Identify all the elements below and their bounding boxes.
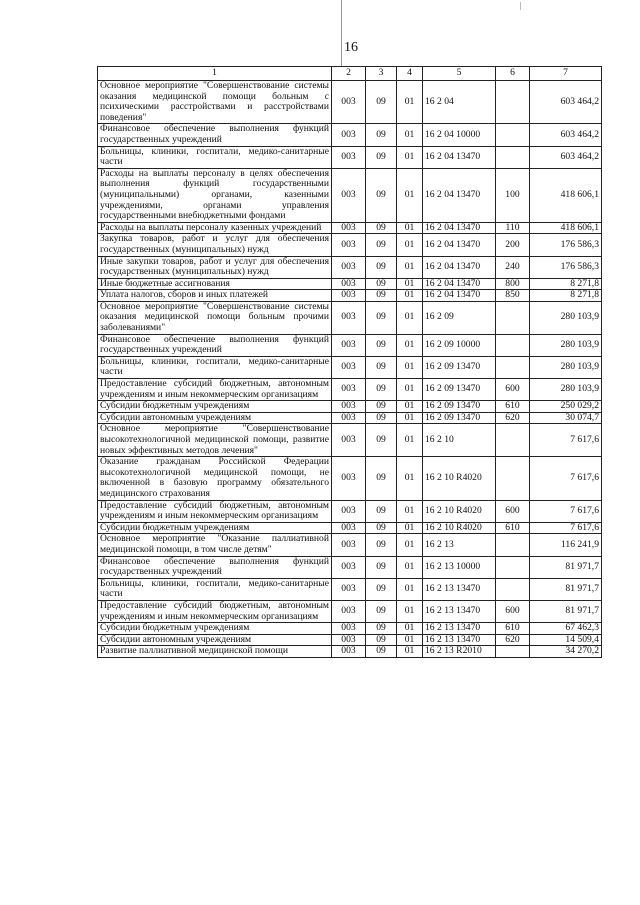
section-code: 09: [366, 578, 397, 600]
subsection-code: 01: [397, 457, 423, 500]
target-article-code: 16 2 04: [423, 81, 496, 124]
target-article-code: 16 2 13 13470: [423, 578, 496, 600]
section-code: 09: [366, 534, 397, 556]
grbs-code: 003: [332, 634, 366, 646]
target-article-code: 16 2 09: [423, 301, 496, 334]
table-row: [98, 534, 602, 556]
table-row: [98, 124, 602, 146]
table-row: [98, 412, 602, 424]
grbs-code: 003: [332, 646, 366, 658]
target-article-code: 16 2 04 13470: [423, 256, 496, 278]
grbs-code: 003: [332, 124, 366, 146]
grbs-code: 003: [332, 522, 366, 534]
grbs-code: 003: [332, 500, 366, 522]
target-article-code: 16 2 04 13470: [423, 146, 496, 168]
target-article-code: 16 2 04 13470: [423, 234, 496, 256]
grbs-code: 003: [332, 457, 366, 500]
subsection-code: 01: [397, 124, 423, 146]
expense-type-code: [496, 457, 530, 500]
grbs-code: 003: [332, 290, 366, 302]
row-name: Оказание гражданам Российской Федерации высокотехнологичной медицинской помощи, не включенной в базовую программу обязательного медицинского страхования: [98, 457, 332, 500]
budget-table: [97, 66, 602, 658]
amount: 7 617,6: [530, 500, 602, 522]
amount: 280 103,9: [530, 301, 602, 334]
subsection-code: 01: [397, 256, 423, 278]
row-name: Больницы, клиники, госпитали, медико-санитарные части: [98, 578, 332, 600]
subsection-code: 01: [397, 278, 423, 290]
subsection-code: 01: [397, 301, 423, 334]
table-row: [98, 379, 602, 401]
target-article-code: 16 2 13 10000: [423, 556, 496, 578]
amount: 81 971,7: [530, 556, 602, 578]
amount: 8 271,8: [530, 278, 602, 290]
row-name: Основное мероприятие "Совершенствование системы оказания медицинской помощи больным с психическими расстройствами и расстройствами поведения": [98, 81, 332, 124]
grbs-code: 003: [332, 334, 366, 356]
subsection-code: 01: [397, 424, 423, 457]
table-row: [98, 81, 602, 124]
section-code: 09: [366, 623, 397, 635]
section-code: 09: [366, 424, 397, 457]
expense-type-code: 600: [496, 600, 530, 622]
row-name: Субсидии бюджетным учреждениям: [98, 623, 332, 635]
subsection-code: 01: [397, 600, 423, 622]
row-name: Расходы на выплаты персоналу казенных учреждений: [98, 222, 332, 234]
expense-type-code: 600: [496, 379, 530, 401]
column-header: 3: [366, 67, 397, 81]
subsection-code: 01: [397, 401, 423, 413]
page-number: 16: [344, 40, 358, 55]
section-code: 09: [366, 412, 397, 424]
subsection-code: 01: [397, 412, 423, 424]
grbs-code: 003: [332, 401, 366, 413]
expense-type-code: 800: [496, 278, 530, 290]
table-row: [98, 256, 602, 278]
amount: 81 971,7: [530, 600, 602, 622]
amount: 418 606,1: [530, 222, 602, 234]
amount: 7 617,6: [530, 424, 602, 457]
column-header: 5: [423, 67, 496, 81]
table-row: [98, 424, 602, 457]
row-name: Иные закупки товаров, работ и услуг для обеспечения государственных (муниципальных) нужд: [98, 256, 332, 278]
section-code: 09: [366, 146, 397, 168]
target-article-code: 16 2 04 10000: [423, 124, 496, 146]
amount: 67 462,3: [530, 623, 602, 635]
column-header: 7: [530, 67, 602, 81]
amount: 603 464,2: [530, 81, 602, 124]
grbs-code: 003: [332, 256, 366, 278]
expense-type-code: [496, 424, 530, 457]
subsection-code: 01: [397, 168, 423, 222]
section-code: 09: [366, 234, 397, 256]
scan-mark: [520, 2, 521, 10]
table-row: [98, 356, 602, 378]
section-code: 09: [366, 278, 397, 290]
table-row: [98, 457, 602, 500]
table-row: [98, 522, 602, 534]
target-article-code: 16 2 13 13470: [423, 623, 496, 635]
table-row: [98, 222, 602, 234]
section-code: 09: [366, 401, 397, 413]
subsection-code: 01: [397, 634, 423, 646]
amount: 603 464,2: [530, 124, 602, 146]
grbs-code: 003: [332, 278, 366, 290]
expense-type-code: [496, 81, 530, 124]
table-row: [98, 500, 602, 522]
amount: 418 606,1: [530, 168, 602, 222]
table-row: [98, 146, 602, 168]
section-code: 09: [366, 222, 397, 234]
grbs-code: 003: [332, 534, 366, 556]
target-article-code: 16 2 10 R4020: [423, 500, 496, 522]
amount: 116 241,9: [530, 534, 602, 556]
grbs-code: 003: [332, 379, 366, 401]
grbs-code: 003: [332, 578, 366, 600]
expense-type-code: [496, 534, 530, 556]
target-article-code: 16 2 09 13470: [423, 412, 496, 424]
row-name: Основное мероприятие "Совершенствование высокотехнологичной медицинской помощи, развитие новых эффективных методов лечения": [98, 424, 332, 457]
grbs-code: 003: [332, 168, 366, 222]
target-article-code: 16 2 09 13470: [423, 401, 496, 413]
subsection-code: 01: [397, 500, 423, 522]
subsection-code: 01: [397, 222, 423, 234]
expense-type-code: 100: [496, 168, 530, 222]
section-code: 09: [366, 600, 397, 622]
section-code: 09: [366, 81, 397, 124]
row-name: Развитие паллиативной медицинской помощи: [98, 646, 332, 658]
row-name: Предоставление субсидий бюджетным, автономным учреждениям и иным некоммерческим организациям: [98, 600, 332, 622]
section-code: 09: [366, 356, 397, 378]
amount: 280 103,9: [530, 356, 602, 378]
subsection-code: 01: [397, 534, 423, 556]
row-name: Предоставление субсидий бюджетным, автономным учреждениям и иным некоммерческим организациям: [98, 500, 332, 522]
row-name: Предоставление субсидий бюджетным, автономным учреждениям и иным некоммерческим организациям: [98, 379, 332, 401]
expense-type-code: 610: [496, 522, 530, 534]
amount: 280 103,9: [530, 334, 602, 356]
amount: 176 586,3: [530, 256, 602, 278]
row-name: Основное мероприятие "Оказание паллиативной медицинской помощи, в том числе детям": [98, 534, 332, 556]
section-code: 09: [366, 457, 397, 500]
expense-type-code: [496, 301, 530, 334]
table-row: [98, 556, 602, 578]
subsection-code: 01: [397, 146, 423, 168]
section-code: 09: [366, 379, 397, 401]
target-article-code: 16 2 09 13470: [423, 356, 496, 378]
table-row: [98, 578, 602, 600]
target-article-code: 16 2 10 R4020: [423, 457, 496, 500]
binding-line: [341, 0, 342, 66]
amount: 8 271,8: [530, 290, 602, 302]
section-code: 09: [366, 124, 397, 146]
grbs-code: 003: [332, 556, 366, 578]
target-article-code: 16 2 10: [423, 424, 496, 457]
grbs-code: 003: [332, 81, 366, 124]
grbs-code: 003: [332, 356, 366, 378]
row-name: Субсидии автономным учреждениям: [98, 634, 332, 646]
table-row: [98, 301, 602, 334]
grbs-code: 003: [332, 412, 366, 424]
expense-type-code: 610: [496, 623, 530, 635]
amount: 14 509,4: [530, 634, 602, 646]
expense-type-code: 110: [496, 222, 530, 234]
table-row: [98, 234, 602, 256]
amount: 7 617,6: [530, 522, 602, 534]
row-name: Уплата налогов, сборов и иных платежей: [98, 290, 332, 302]
row-name: Иные бюджетные ассигнования: [98, 278, 332, 290]
subsection-code: 01: [397, 646, 423, 658]
table-row: [98, 334, 602, 356]
expense-type-code: [496, 646, 530, 658]
table-row: [98, 401, 602, 413]
grbs-code: 003: [332, 623, 366, 635]
grbs-code: 003: [332, 146, 366, 168]
row-name: Основное мероприятие "Совершенствование системы оказания медицинской помощи больным прочими заболеваниями": [98, 301, 332, 334]
amount: 34 270,2: [530, 646, 602, 658]
expense-type-code: [496, 356, 530, 378]
row-name: Субсидии автономным учреждениям: [98, 412, 332, 424]
expense-type-code: 620: [496, 412, 530, 424]
section-code: 09: [366, 168, 397, 222]
target-article-code: 16 2 04 13470: [423, 168, 496, 222]
amount: 603 464,2: [530, 146, 602, 168]
table-row: [98, 290, 602, 302]
grbs-code: 003: [332, 234, 366, 256]
expense-type-code: 600: [496, 500, 530, 522]
target-article-code: 16 2 10 R4020: [423, 522, 496, 534]
target-article-code: 16 2 13: [423, 534, 496, 556]
expense-type-code: [496, 124, 530, 146]
section-code: 09: [366, 556, 397, 578]
section-code: 09: [366, 646, 397, 658]
row-name: Расходы на выплаты персоналу в целях обеспечения выполнения функций государственными (муниципальными) органами, казенными учреждениями, органами управления государственными внебюджетными фондами: [98, 168, 332, 222]
expense-type-code: 610: [496, 401, 530, 413]
row-name: Больницы, клиники, госпитали, медико-санитарные части: [98, 146, 332, 168]
grbs-code: 003: [332, 600, 366, 622]
column-number-row: [98, 67, 602, 81]
section-code: 09: [366, 334, 397, 356]
subsection-code: 01: [397, 379, 423, 401]
column-header: 6: [496, 67, 530, 81]
amount: 250 029,2: [530, 401, 602, 413]
table-row: [98, 623, 602, 635]
expense-type-code: 850: [496, 290, 530, 302]
subsection-code: 01: [397, 623, 423, 635]
subsection-code: 01: [397, 578, 423, 600]
subsection-code: 01: [397, 81, 423, 124]
table-row: [98, 278, 602, 290]
amount: 7 617,6: [530, 457, 602, 500]
row-name: Финансовое обеспечение выполнения функций государственных учреждений: [98, 334, 332, 356]
target-article-code: 16 2 13 R2010: [423, 646, 496, 658]
subsection-code: 01: [397, 234, 423, 256]
column-header: 4: [397, 67, 423, 81]
subsection-code: 01: [397, 556, 423, 578]
expense-type-code: 240: [496, 256, 530, 278]
table-row: [98, 646, 602, 658]
amount: 81 971,7: [530, 578, 602, 600]
expense-type-code: [496, 334, 530, 356]
subsection-code: 01: [397, 356, 423, 378]
row-name: Финансовое обеспечение выполнения функций государственных учреждений: [98, 124, 332, 146]
column-header: 1: [98, 67, 332, 81]
grbs-code: 003: [332, 301, 366, 334]
column-header: 2: [332, 67, 366, 81]
table-row: [98, 168, 602, 222]
table-row: [98, 634, 602, 646]
target-article-code: 16 2 04 13470: [423, 278, 496, 290]
subsection-code: 01: [397, 522, 423, 534]
expense-type-code: [496, 556, 530, 578]
row-name: Больницы, клиники, госпитали, медико-санитарные части: [98, 356, 332, 378]
grbs-code: 003: [332, 222, 366, 234]
section-code: 09: [366, 290, 397, 302]
expense-type-code: 200: [496, 234, 530, 256]
row-name: Субсидии бюджетным учреждениям: [98, 522, 332, 534]
section-code: 09: [366, 256, 397, 278]
section-code: 09: [366, 301, 397, 334]
section-code: 09: [366, 522, 397, 534]
target-article-code: 16 2 09 13470: [423, 379, 496, 401]
amount: 280 103,9: [530, 379, 602, 401]
target-article-code: 16 2 13 13470: [423, 600, 496, 622]
expense-type-code: [496, 146, 530, 168]
section-code: 09: [366, 500, 397, 522]
table-row: [98, 600, 602, 622]
target-article-code: 16 2 04 13470: [423, 222, 496, 234]
subsection-code: 01: [397, 334, 423, 356]
expense-type-code: 620: [496, 634, 530, 646]
target-article-code: 16 2 13 13470: [423, 634, 496, 646]
section-code: 09: [366, 634, 397, 646]
row-name: Закупка товаров, работ и услуг для обеспечения государственных (муниципальных) нужд: [98, 234, 332, 256]
subsection-code: 01: [397, 290, 423, 302]
target-article-code: 16 2 04 13470: [423, 290, 496, 302]
row-name: Субсидии бюджетным учреждениям: [98, 401, 332, 413]
row-name: Финансовое обеспечение выполнения функций государственных учреждений: [98, 556, 332, 578]
amount: 176 586,3: [530, 234, 602, 256]
grbs-code: 003: [332, 424, 366, 457]
expense-type-code: [496, 578, 530, 600]
amount: 30 074,7: [530, 412, 602, 424]
target-article-code: 16 2 09 10000: [423, 334, 496, 356]
